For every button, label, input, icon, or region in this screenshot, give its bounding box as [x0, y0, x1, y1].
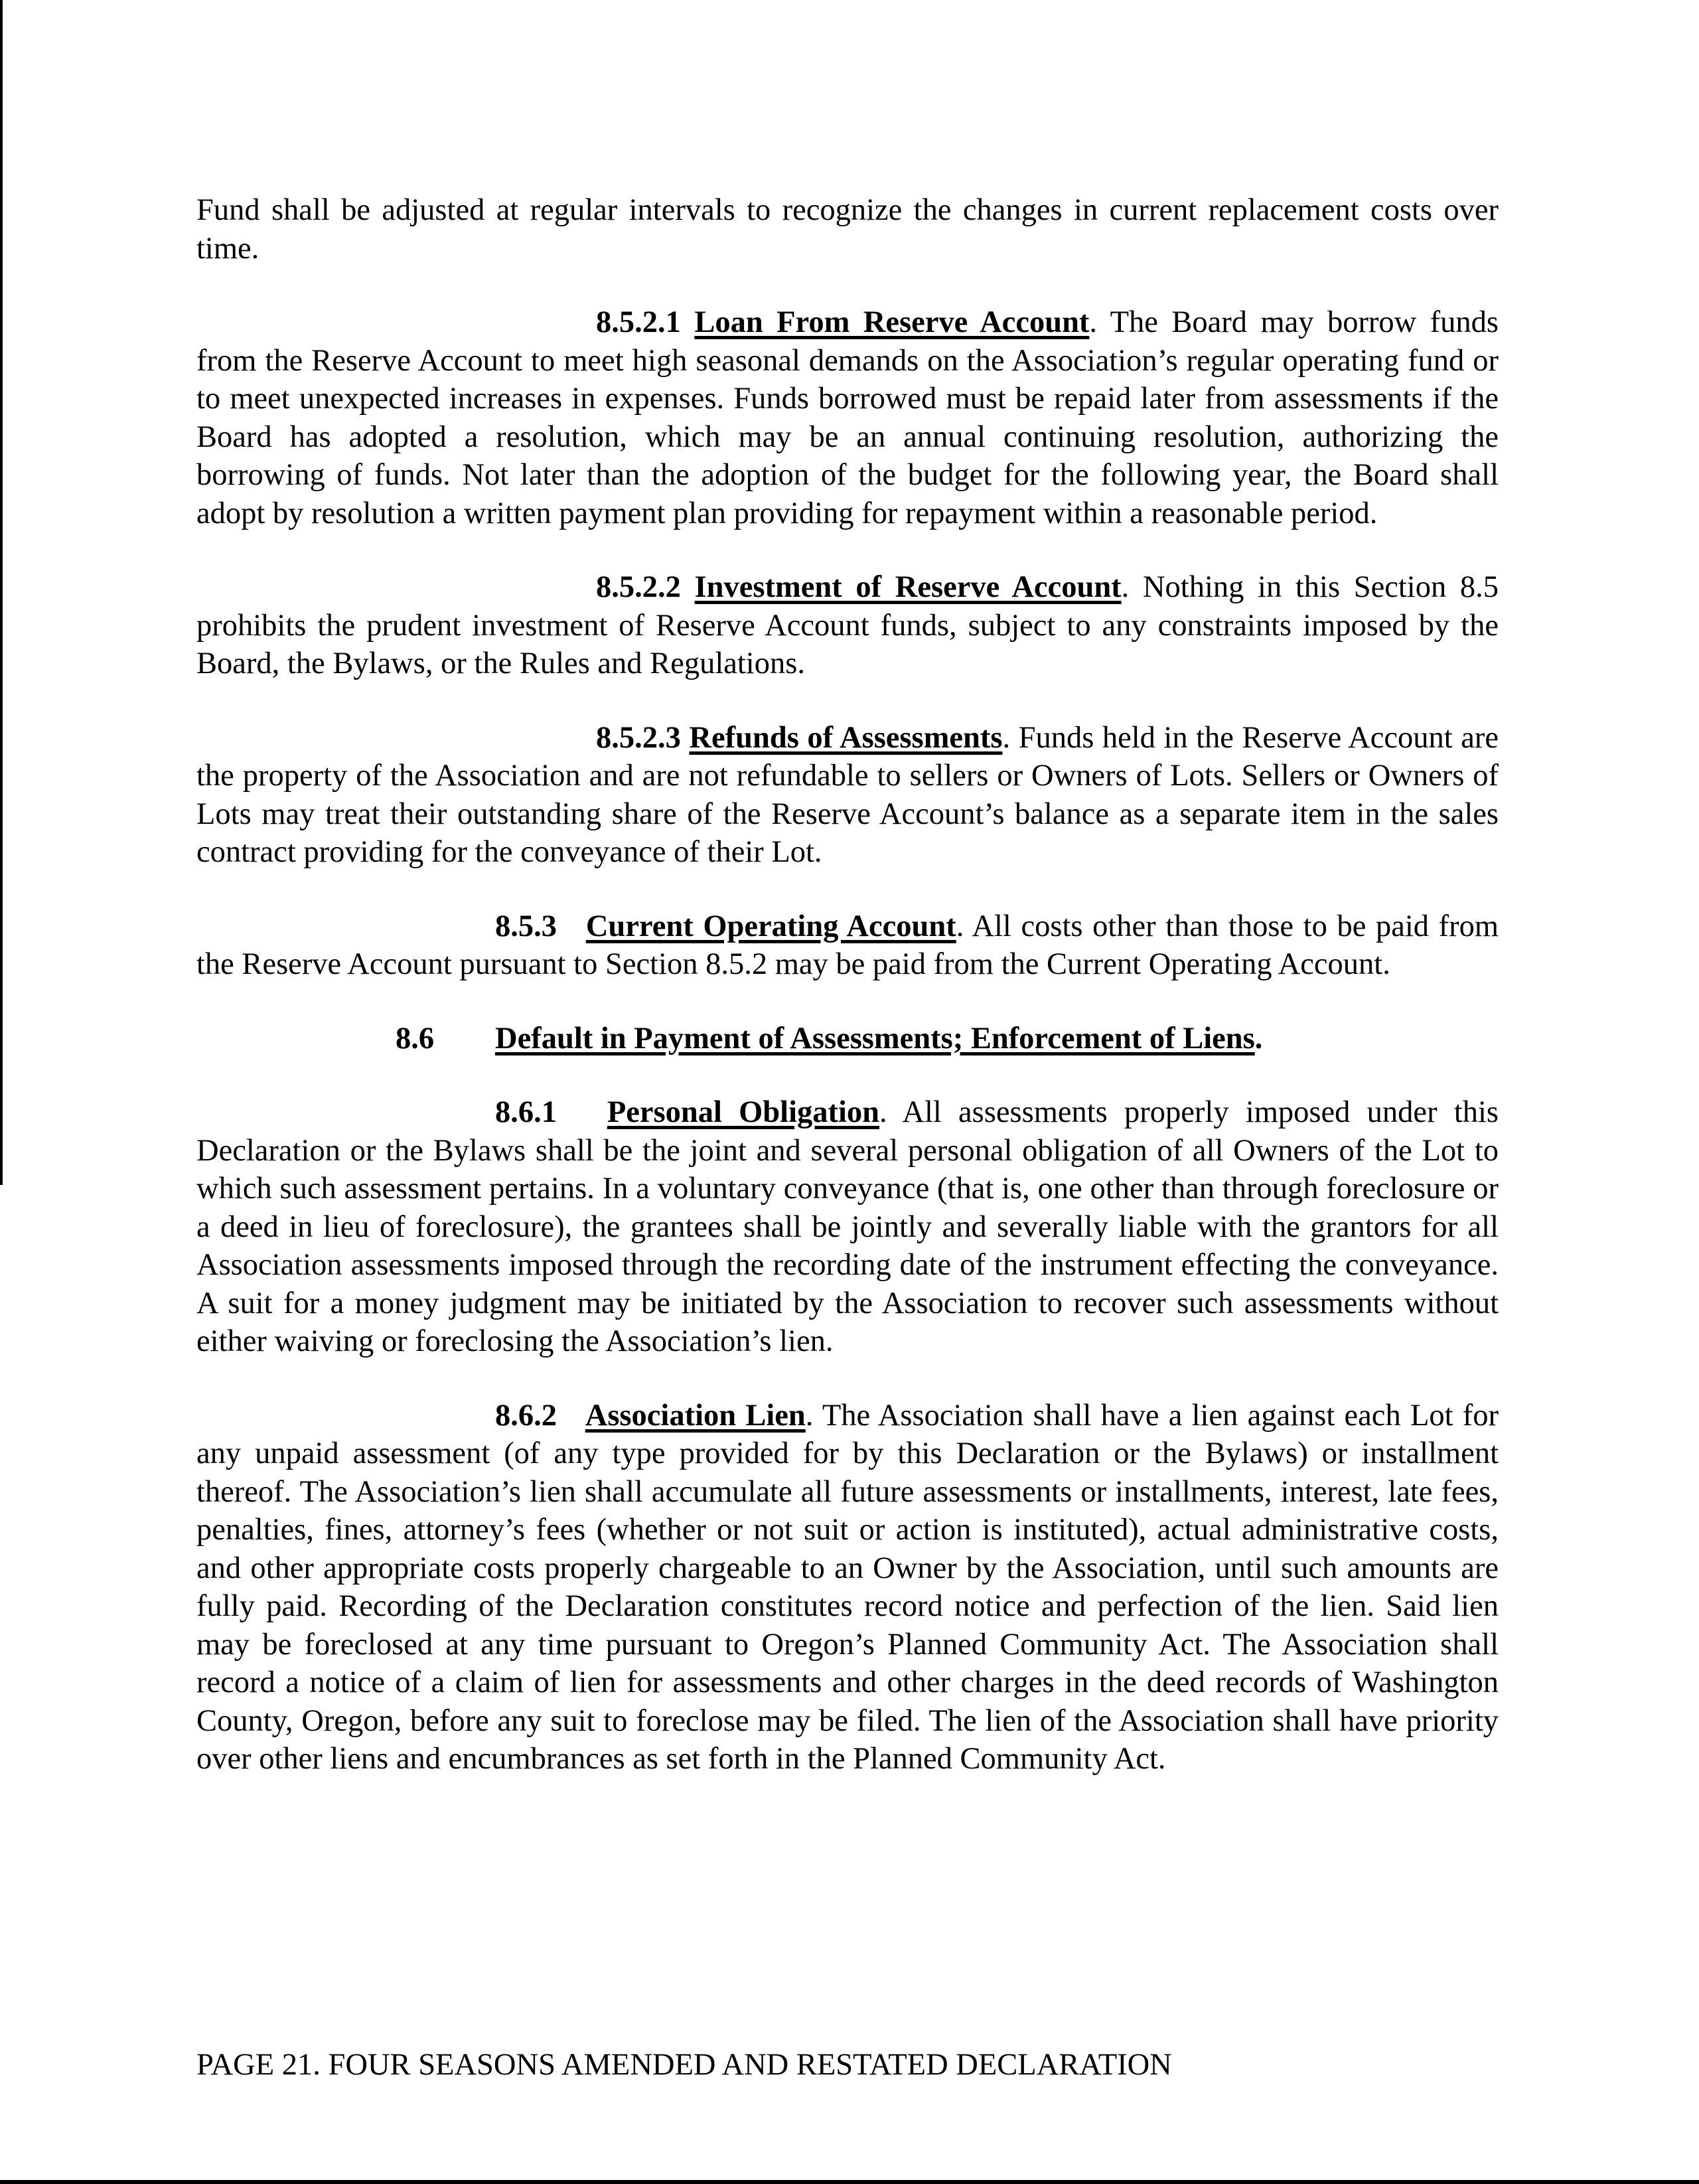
section-8-6-2	[196, 1397, 1499, 1778]
spacer	[196, 1057, 1499, 1093]
section-title: Association Lien	[585, 1398, 806, 1433]
section-title: Refunds of Assessments	[689, 720, 1003, 755]
section-title: Personal Obligation	[607, 1095, 880, 1129]
page-footer: PAGE 21. FOUR SEASONS AMENDED AND RESTATED DECLARATION	[196, 2048, 1172, 2082]
spacer	[196, 984, 1499, 1020]
section-number: 8.6.2	[495, 1398, 557, 1433]
spacer	[196, 683, 1499, 719]
section-title: Default in Payment of Assessments; Enforcement of Liens	[495, 1021, 1255, 1055]
heading-suffix: .	[1254, 1021, 1263, 1055]
section-number: 8.6.1	[495, 1095, 557, 1129]
section-title: Investment of Reserve Account	[694, 570, 1122, 604]
section-8-6-1	[196, 1093, 1499, 1361]
section-8-6-heading	[196, 1020, 1499, 1058]
spacer	[196, 268, 1499, 303]
section-number: 8.6	[396, 1021, 435, 1055]
section-body: . The Association shall have a lien against each Lot for any unpaid assessment (of any type provided for by this Declaration or the Bylaws) or installment thereof. The Association’s lien shall accumulate all future assessments or installments, interest, late fees, penalties, fines, attorney’s fees (whether or not suit or action is instituted), actual administrative costs, and other appropriate costs properly chargeable to an Owner by the Association, until such amounts are fully paid. Recording of the Declaration constitutes record notice and perfection of the lien. Said lien may be foreclosed at any time pursuant to Oregon’s Planned Community Act. The Association shall record a notice of a claim of lien for assessments and other charges in the deed records of Washington County, Oregon, before any suit to foreclose may be filed. The lien of the Association shall have priority over other liens and encumbrances as set forth in the Planned Community Act.	[196, 1398, 1499, 1776]
scan-bottom-edge	[0, 2180, 1699, 2184]
section-number: 8.5.2.3	[596, 720, 681, 755]
section-8-5-2-2	[196, 568, 1499, 683]
section-body: . Nothing in this Section 8.5 prohibits the prudent investment of Reserve Account funds, subject to any constraints imposed by the Board, the Bylaws, or the Rules and Regulations.	[196, 570, 1499, 680]
section-number: 8.5.3	[495, 909, 557, 943]
section-title: Loan From Reserve Account	[694, 305, 1090, 339]
spacer	[196, 532, 1499, 568]
section-number: 8.5.2.1	[596, 305, 681, 339]
section-body: . Funds held in the Reserve Account are the property of the Association and are not refundable to sellers or Owners of Lots. Sellers or Owners of Lots may treat their outstanding share of the Reserve Account’s balance as a separate item in the sales contract providing for the conveyance of their Lot.	[196, 720, 1499, 869]
section-body: . All assessments properly imposed under this Declaration or the Bylaws shall be the joint and several personal obligation of all Owners of the Lot to which such assessment pertains. In a voluntary conveyance (that is, one other than through foreclosure or a deed in lieu of foreclosure), the grantees shall be jointly and severally liable with the grantors for all Association assessments imposed through the recording date of the instrument effecting the conveyance. A suit for a money judgment may be initiated by the Association to recover such assessments without either waiving or foreclosing the Association’s lien.	[196, 1095, 1499, 1358]
spacer	[196, 872, 1499, 907]
section-8-5-2-1	[196, 303, 1499, 532]
intro-paragraph: Fund shall be adjusted at regular intervals to recognize the changes in current replacement costs over time.	[196, 193, 1499, 266]
spacer	[196, 1361, 1499, 1397]
scan-left-edge	[0, 0, 3, 1185]
section-title: Current Operating Account	[585, 909, 956, 943]
section-body: . All costs other than those to be paid from the Reserve Account pursuant to Section 8.5.2 may be paid from the Current Operating Account.	[196, 909, 1499, 981]
section-8-5-2-3	[196, 719, 1499, 872]
document-page	[196, 191, 1499, 1778]
section-body: . The Board may borrow funds from the Reserve Account to meet high seasonal demands on the Association’s regular operating fund or to meet unexpected increases in expenses. Funds borrowed must be repaid later from assessments if the Board has adopted a resolution, which may be an annual continuing resolution, authorizing the borrowing of funds. Not later than the adoption of the budget for the following year, the Board shall adopt by resolution a written payment plan providing for repayment within a reasonable period.	[196, 305, 1499, 530]
section-8-5-3	[196, 907, 1499, 984]
section-number: 8.5.2.2	[596, 570, 681, 604]
